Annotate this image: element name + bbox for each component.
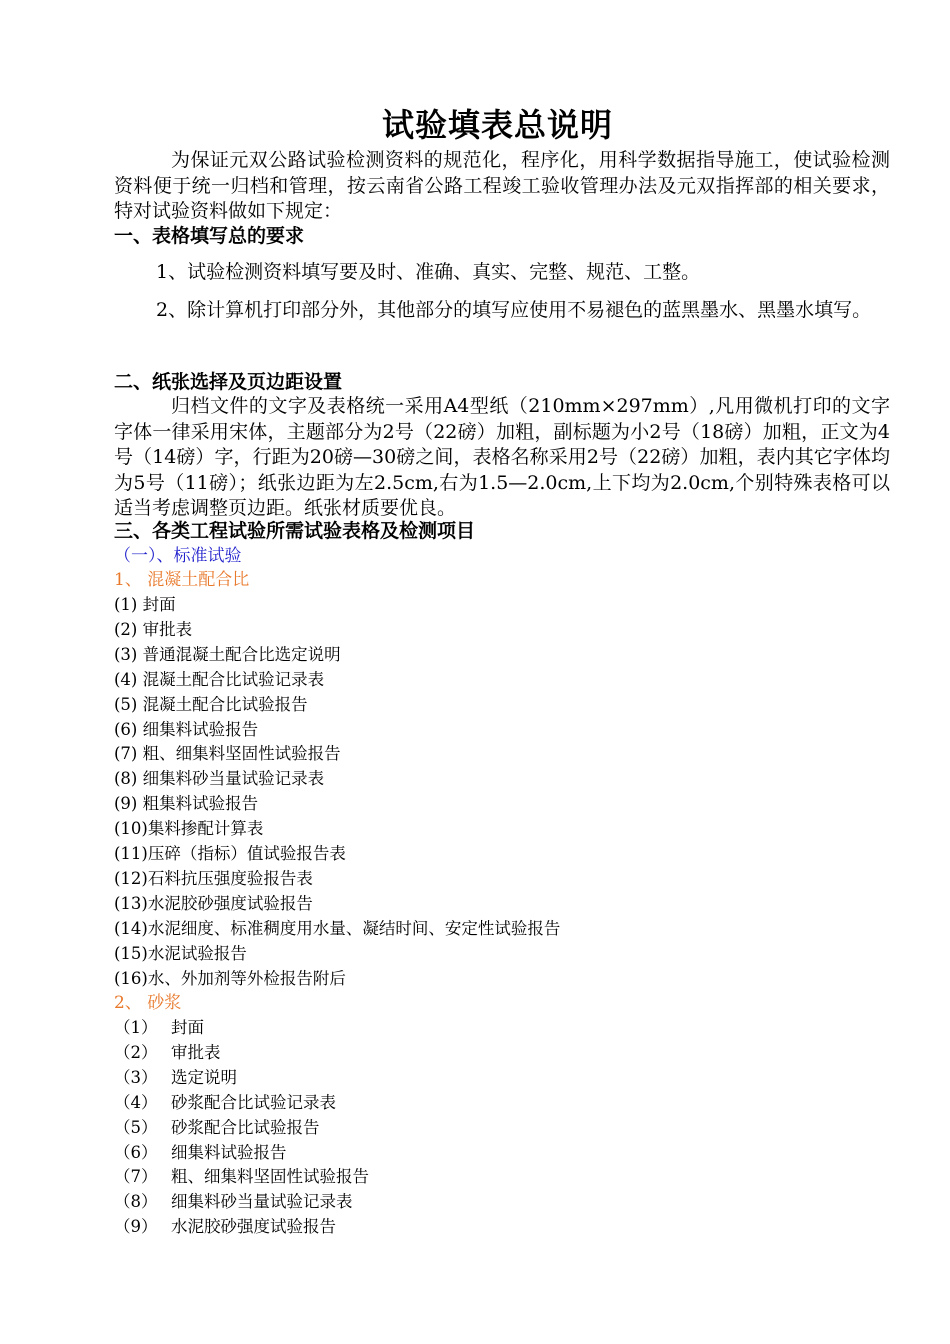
list-item-text: 封面 — [171, 1018, 204, 1037]
list-item-number: （8） — [114, 1192, 158, 1212]
section2-heading: 二、纸张选择及页边距设置 — [114, 371, 343, 393]
list-item — [114, 1165, 369, 1190]
list-item-number: （4） — [114, 1092, 158, 1112]
section1-rule1: 1、试验检测资料填写要及时、准确、真实、完整、规范、工整。 — [156, 261, 701, 283]
list-item: (9) 粗集料试验报告 — [114, 794, 259, 814]
list-item: (12)石料抗压强度验报告表 — [114, 868, 313, 888]
group-mortar-label: 2、 砂浆 — [114, 993, 182, 1013]
list-item-text: 粗、细集料坚固性试验报告 — [171, 1167, 369, 1187]
list-item — [114, 1116, 369, 1141]
section3-heading: 三、各类工程试验所需试验表格及检测项目 — [114, 520, 476, 542]
list-item — [114, 1215, 369, 1240]
list-item: (11)压碎（指标）值试验报告表 — [114, 844, 346, 864]
list-item: (14)水泥细度、标准稠度用水量、凝结时间、安定性试验报告 — [114, 918, 561, 938]
list-item — [114, 1016, 369, 1041]
list-item-number: （1） — [114, 1018, 158, 1037]
concrete-item-list — [114, 593, 560, 992]
list-item-text: 砂浆配合比试验报告 — [171, 1117, 320, 1137]
list-item: (15)水泥试验报告 — [114, 943, 247, 963]
list-item — [114, 1041, 369, 1066]
list-item — [114, 1066, 369, 1091]
list-item: (10)集料掺配计算表 — [114, 819, 264, 839]
list-item-number: （2） — [114, 1042, 158, 1062]
list-item-number: （7） — [114, 1167, 158, 1187]
list-item: (4) 混凝土配合比试验记录表 — [114, 669, 325, 689]
list-item: (2) 审批表 — [114, 619, 193, 639]
list-item: (6) 细集料试验报告 — [114, 719, 259, 739]
list-item: (13)水泥胶砂强度试验报告 — [114, 893, 313, 913]
mortar-item-list — [114, 1016, 369, 1240]
list-item — [114, 1141, 369, 1166]
section1-heading: 一、表格填写总的要求 — [114, 225, 305, 247]
list-item-number: （5） — [114, 1117, 158, 1137]
list-item: (16)水、外加剂等外检报告附后 — [114, 968, 346, 988]
list-item: (7) 粗、细集料坚固性试验报告 — [114, 744, 341, 764]
subsection-standard-test: （一）、标准试验 — [114, 546, 242, 566]
section2-paragraph: 归档文件的文字及表格统一采用A4型纸（210mm×297mm）,凡用微机打印的文字字体一律采用宋体，主题部分为2号（22磅）加粗，副标题为小2号（18磅）加粗，正文为4号（14磅）字，行距为20磅—30磅之间，表格名称采用2号（22磅）加粗，表内其它字体均为5号（11磅）；纸张边距为左2.5cm,右为1.5—2.0cm,上下均为2.0cm,个别特殊表格可以适当考虑调整页边距。纸张材质要优良。 — [114, 395, 890, 519]
list-item — [114, 1190, 369, 1215]
list-item: (1) 封面 — [114, 595, 176, 614]
list-item: (5) 混凝土配合比试验报告 — [114, 694, 308, 714]
list-item-number: （9） — [114, 1217, 158, 1237]
list-item: (3) 普通混凝土配合比选定说明 — [114, 644, 341, 664]
list-item-text: 审批表 — [171, 1042, 221, 1062]
list-item-text: 水泥胶砂强度试验报告 — [171, 1217, 336, 1237]
group-concrete-label: 1、 混凝土配合比 — [114, 570, 250, 590]
list-item-number: （3） — [114, 1067, 158, 1087]
list-item — [114, 1091, 369, 1116]
list-item: (8) 细集料砂当量试验记录表 — [114, 769, 325, 789]
list-item-text: 选定说明 — [171, 1067, 237, 1087]
intro-paragraph: 为保证元双公路试验检测资料的规范化，程序化，用科学数据指导施工，使试验检测资料便于统一归档和管理，按云南省公路工程竣工验收管理办法及元双指挥部的相关要求，特对试验资料做如下规定： — [114, 149, 890, 222]
page-title: 试验填表总说明 — [381, 106, 613, 144]
list-item-text: 细集料试验报告 — [171, 1142, 287, 1162]
list-item-number: （6） — [114, 1142, 158, 1162]
list-item-text: 细集料砂当量试验记录表 — [171, 1192, 353, 1212]
list-item-text: 砂浆配合比试验记录表 — [171, 1092, 336, 1112]
section1-rule2: 2、除计算机打印部分外，其他部分的填写应使用不易褪色的蓝黑墨水、黑墨水填写。 — [156, 299, 872, 321]
